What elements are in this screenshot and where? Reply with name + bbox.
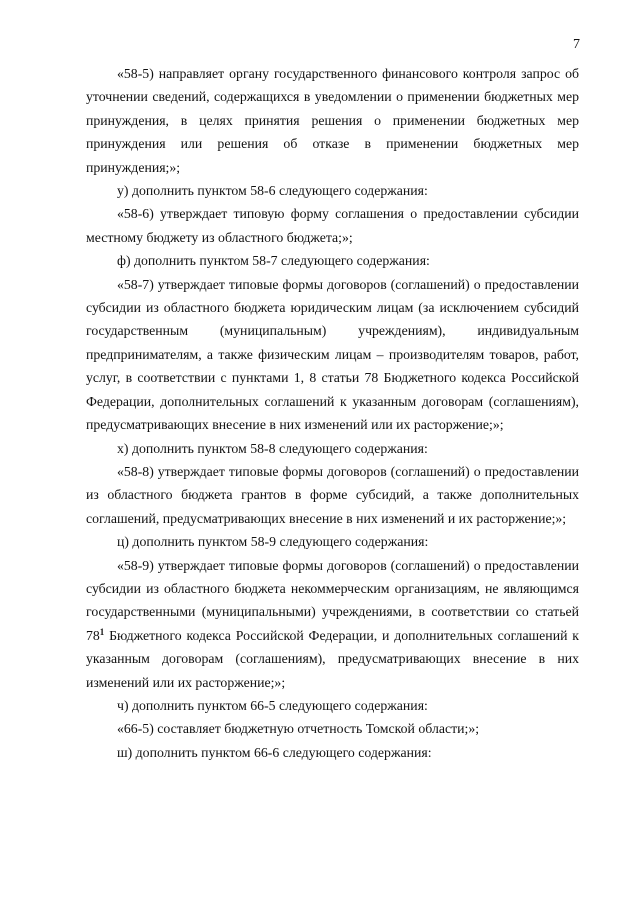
paragraph-58-9-text-end: Бюджетного кодекса Российской Федерации, и дополнительных соглашений к указанным договорам (соглашениям), предусматривающих внесение в них изменений или их расторжение;»; [86, 627, 579, 690]
paragraph-sh: ш) дополнить пунктом 66-6 следующего содержания: [117, 744, 432, 760]
paragraph-ts: ц) дополнить пунктом 58-9 следующего содержания: [117, 534, 429, 550]
paragraph-58-7: «58-7) утверждает типовые формы договоров (соглашений) о предоставлении субсидии из областного бюджета юридическим лицам (за исключением субсидий государственным (муниципальным) учреждениям), индивидуальным предпринимателям, а также физическим лицам – производителям товаров, работ, услуг, в соответствии с пунктами 1, 8 статьи 78 Бюджетного кодекса Российской Федерации, дополнительных соглашений к указанным договорам (соглашениям), предусматривающих внесение в них изменений или их расторжение;»; [86, 276, 579, 433]
paragraph-u: у) дополнить пунктом 58-6 следующего содержания: [117, 183, 428, 199]
paragraph-kh: х) дополнить пунктом 58-8 следующего содержания: [117, 440, 428, 456]
paragraph-66-5: «66-5) составляет бюджетную отчетность Томской области;»; [117, 721, 480, 737]
paragraph-f: ф) дополнить пунктом 58-7 следующего содержания: [117, 253, 430, 269]
paragraph-58-9 [86, 554, 579, 694]
document-body [86, 62, 579, 764]
paragraph-ch: ч) дополнить пунктом 66-5 следующего содержания: [117, 697, 428, 713]
paragraph-58-8: «58-8) утверждает типовые формы договоров (соглашений) о предоставлении из областного бюджета грантов в форме субсидий, а также дополнительных соглашений, предусматривающих внесение в них изменений и их расторжение;»; [86, 463, 579, 526]
paragraph-58-5: «58-5) направляет органу государственного финансового контроля запрос об уточнении сведений, содержащихся в уведомлении о применении бюджетных мер принуждения, в целях принятия решения о применении бюджетных мер принуждения или решения об отказе в применении бюджетных мер принуждения;»; [86, 66, 579, 175]
paragraph-58-6: «58-6) утверждает типовую форму соглашения о предоставлении субсидии местному бюджету из областного бюджета;»; [86, 206, 579, 245]
page-number: 7 [573, 37, 580, 52]
paragraph-58-9-text: «58-9) утверждает типовые формы договоров (соглашений) о предоставлении субсидии из областного бюджета некоммерческим организациям, не являющимся государственными (муниципальными) учреждениями, в соответствии со статьей 78 [86, 557, 579, 643]
article-superscript: 1 [99, 626, 105, 637]
